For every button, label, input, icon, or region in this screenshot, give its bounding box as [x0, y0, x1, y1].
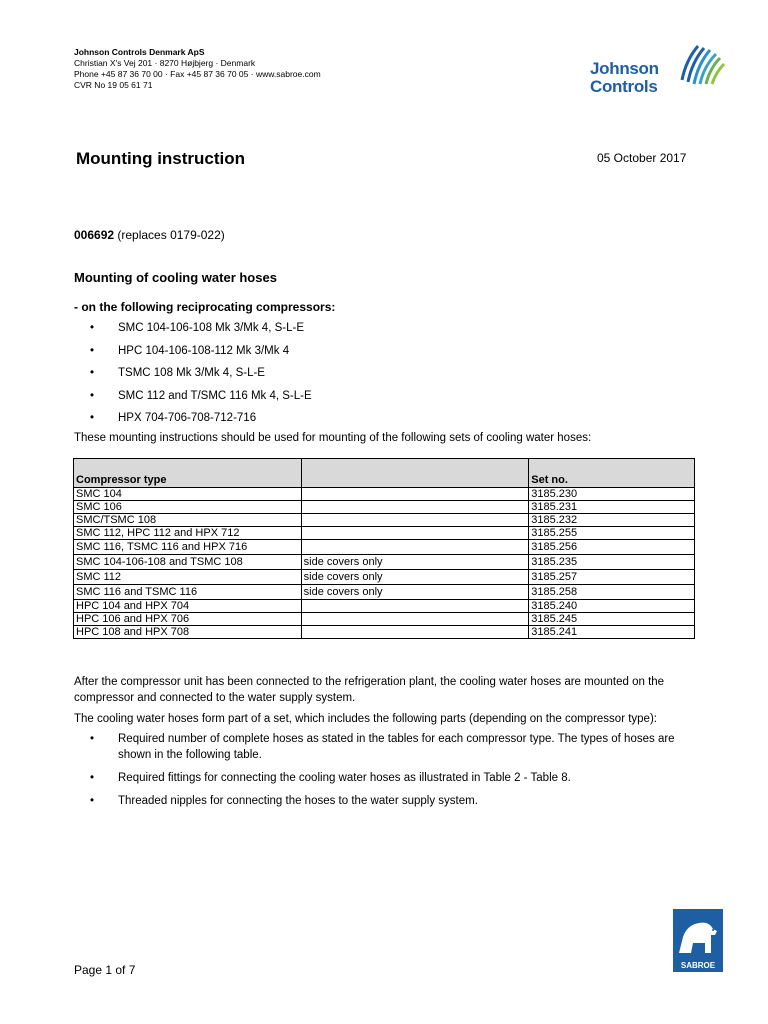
header-blank — [301, 459, 529, 488]
section-heading: Mounting of cooling water hoses — [74, 270, 277, 285]
table-row: HPC 104 and HPX 704 3185.240 — [74, 600, 695, 613]
header-compressor-type: Compressor type — [74, 459, 302, 488]
paragraph-mounting: After the compressor unit has been connected to the refrigeration plant, the cooling water hoses are mounted on the compressor and connected to the water supply system. — [74, 676, 665, 704]
bullet-icon: • — [90, 772, 95, 784]
logo-text-line1: Johnson — [590, 59, 659, 78]
paragraph-set-parts: The cooling water hoses form part of a set, which includes the following parts (depending on the compressor type): — [74, 713, 657, 725]
page-number: Page 1 of 7 — [74, 963, 136, 977]
company-cvr: CVR No 19 05 61 71 — [74, 80, 153, 90]
logo-swoosh-icon — [676, 40, 726, 88]
logo-text-line2: Controls — [590, 77, 658, 96]
table-row: SMC 116 and TSMC 116 side covers only 3185.258 — [74, 585, 695, 600]
parts-list — [90, 731, 700, 816]
header-set-no: Set no. — [529, 459, 695, 488]
list-item: • HPC 104-106-108-112 Mk 3/Mk 4 — [90, 344, 290, 357]
compressor-intro: - on the following reciprocating compressors: — [74, 300, 336, 314]
doc-replaces: (replaces 0179-022) — [114, 228, 225, 242]
table-row: SMC 112, HPC 112 and HPX 712 3185.255 — [74, 527, 695, 540]
bullet-icon: • — [90, 367, 95, 379]
list-item: • TSMC 108 Mk 3/Mk 4, S-L-E — [90, 367, 265, 379]
list-item: • HPX 704-706-708-712-716 — [90, 412, 257, 424]
table-row: HPC 106 and HPX 706 3185.245 — [74, 613, 695, 626]
table-row: SMC 104 3185.230 — [74, 488, 695, 501]
bullet-icon: • — [90, 344, 95, 357]
polar-bear-icon — [673, 909, 723, 959]
company-contact: Phone +45 87 36 70 00 · Fax +45 87 36 70 05 · www.sabroe.com — [74, 69, 321, 79]
table-row: SMC 106 3185.231 — [74, 501, 695, 514]
list-item: • Required fittings for connecting the cooling water hoses as illustrated in Table 2 - Table 8. — [90, 772, 571, 784]
bullet-icon: • — [90, 322, 95, 334]
bullet-icon: • — [90, 389, 95, 402]
table-header-row — [74, 459, 695, 488]
list-item: • SMC 112 and T/SMC 116 Mk 4, S-L-E — [90, 389, 312, 402]
company-address: Christian X's Vej 201 · 8270 Højbjerg · Denmark — [74, 58, 256, 68]
company-address-block — [74, 47, 321, 91]
table-row: SMC 104-106-108 and TSMC 108 side covers only 3185.235 — [74, 555, 695, 570]
hose-sets-table — [73, 458, 695, 639]
sabroe-logo — [673, 909, 723, 972]
doc-number-value: 006692 — [74, 228, 115, 242]
company-name: Johnson Controls Denmark ApS — [74, 47, 205, 57]
johnson-controls-logo — [578, 30, 738, 110]
document-date: 05 October 2017 — [597, 151, 687, 165]
table-row: SMC/TSMC 108 3185.232 — [74, 514, 695, 527]
bullet-icon: • — [90, 795, 95, 807]
table-intro: These mounting instructions should be used for mounting of the following sets of cooling water hoses: — [74, 432, 592, 444]
bullet-icon: • — [90, 733, 95, 745]
table-row: SMC 116, TSMC 116 and HPX 716 3185.256 — [74, 540, 695, 555]
sabroe-wordmark: SABROE — [680, 961, 716, 970]
table-row: SMC 112 side covers only 3185.257 — [74, 570, 695, 585]
list-item: • SMC 104-106-108 Mk 3/Mk 4, S-L-E — [90, 322, 304, 334]
table-row: HPC 108 and HPX 708 3185.241 — [74, 626, 695, 639]
bullet-icon: • — [90, 412, 95, 424]
document-title: Mounting instruction — [76, 149, 246, 168]
list-item: • Threaded nipples for connecting the hoses to the water supply system. — [90, 795, 478, 807]
document-number — [74, 228, 225, 242]
compressor-list — [90, 320, 700, 433]
list-item: • Required number of complete hoses as stated in the tables for each compressor type. The types of hoses are shown in the following table. — [90, 733, 675, 761]
